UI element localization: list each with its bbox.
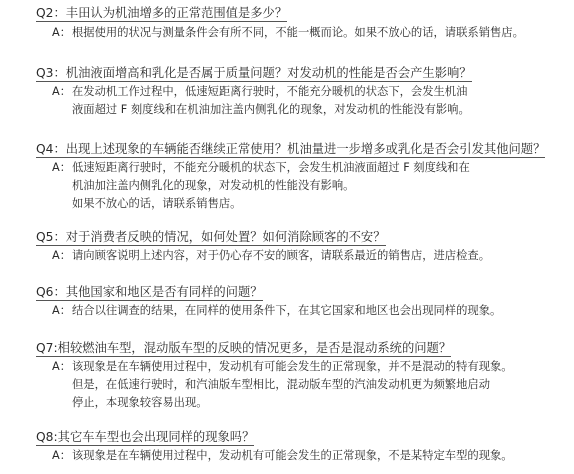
answer-label-q4: A： [52, 161, 72, 174]
answer-label-q8: A： [52, 449, 72, 462]
question-q5: Q5：对于消费者反映的情况，如何处置？如何消除顾客的不安？ [36, 230, 386, 244]
answer-line: 如果不放心的话，请联系销售店。 [72, 197, 242, 210]
answer-line: 根据使用的状况与测量条件会有所不同，不能一概而论。如果不放心的话，请联系销售店。 [72, 26, 524, 39]
question-q6: Q6：其他国家和地区是否有同样的问题？ [36, 285, 263, 299]
question-q3: Q3：机油液面增高和乳化是否属于质量问题？对发动机的性能是否会产生影响？ [36, 66, 472, 80]
answer-line: 请向顾客说明上述内容，对于仍心存不安的顾客，请联系最近的销售店，进店检查。 [72, 249, 490, 262]
answer-label-q2: A： [52, 26, 72, 39]
answer-label-q6: A： [52, 304, 72, 317]
answer-line: 该现象是在车辆使用过程中，发动机有可能会发生的正常现象，不是某特定车型的现象。 [72, 449, 513, 462]
answer-line: 但是，在低速行驶时，和汽油版车型相比，混动版车型的汽油发动机更为频繁地启动 [72, 378, 490, 391]
answer-line: 该现象是在车辆使用过程中，发动机有可能会发生的正常现象，并不是混动的特有现象。 [72, 360, 513, 373]
answer-label-q3: A： [52, 85, 72, 98]
question-q7: Q7:相较燃油车型，混动版车型的反映的情况更多，是否是混动系统的问题？ [36, 341, 452, 355]
answer-line: 停止，本现象较容易出现。 [72, 396, 208, 409]
answer-line: 在发动机工作过程中，低速短距离行驶时，不能充分暖机的状态下，会发生机油 [72, 85, 468, 98]
question-q8: Q8:其它车车型也会出现同样的现象吗？ [36, 430, 255, 444]
answer-label-q7: A： [52, 360, 72, 373]
answer-line: 机油加注盖内侧乳化的现象，对发动机的性能没有影响。 [72, 179, 355, 192]
answer-line: 结合以往调查的结果，在同样的使用条件下，在其它国家和地区也会出现同样的现象。 [72, 304, 502, 317]
answer-line: 液面超过 F 刻度线和在机油加注盖内侧乳化的现象，对发动机的性能没有影响。 [72, 103, 470, 116]
question-q4: Q4：出现上述现象的车辆能否继续正常使用？机油量进一步增多或乳化是否会引发其他问题？ [36, 142, 546, 156]
question-q2: Q2：丰田认为机油增多的正常范围值是多少？ [36, 6, 288, 20]
answer-line: 低速短距离行驶时，不能充分暖机的状态下，会发生机油液面超过 F 刻度线和在 [72, 161, 470, 174]
answer-label-q5: A： [52, 249, 72, 262]
